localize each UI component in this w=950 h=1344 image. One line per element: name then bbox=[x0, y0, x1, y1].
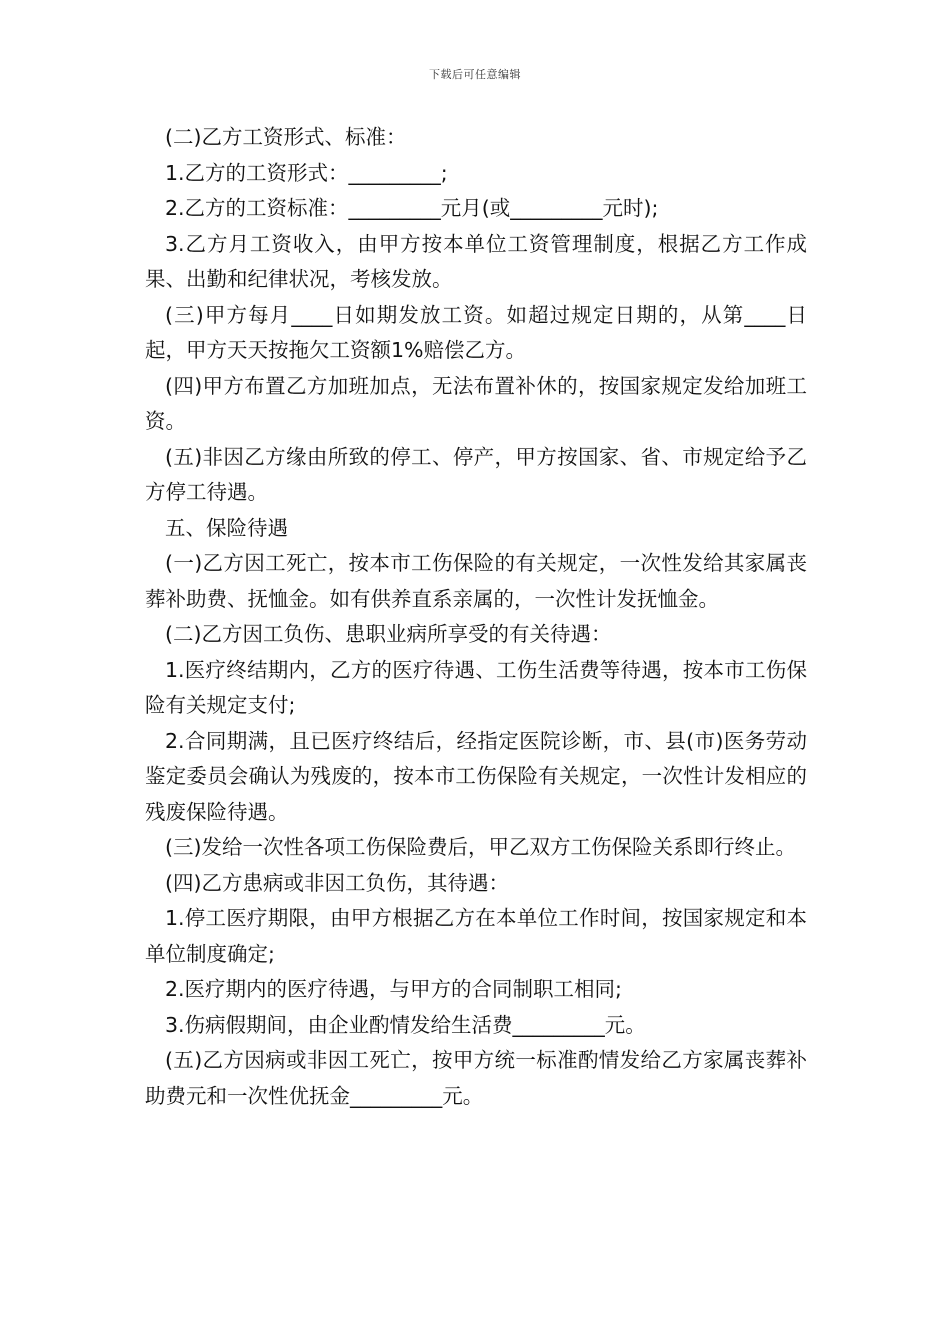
paragraph-medical-leave: 1.停工医疗期限，由甲方根据乙方在本单位工作时间，按国家规定和本单位制度确定; bbox=[145, 906, 807, 966]
paragraph-wage-form-title: (二)乙方工资形式、标准： bbox=[165, 125, 407, 149]
paragraph-pay-date: (三)甲方每月____日如期发放工资。如超过规定日期的，从第____日起，甲方天天按拖欠工资额1%赔偿乙方。 bbox=[145, 302, 807, 362]
paragraph-illness-death: (五)乙方因病或非因工死亡，按甲方统一标准酌情发给乙方家属丧葬补助费元和一次性优抚金_________元。 bbox=[145, 1048, 807, 1108]
paragraph-disability: 2.合同期满，且已医疗终结后，经指定医院诊断，市、县(市)医务劳动鉴定委员会确认为残废的，按本市工伤保险有关规定，一次性计发相应的残废保险待遇。 bbox=[145, 728, 807, 824]
paragraph-monthly-income: 3.乙方月工资收入，由甲方按本单位工资管理制度，根据乙方工作成果、出勤和纪律状况，考核发放。 bbox=[145, 231, 807, 291]
document-body bbox=[145, 120, 807, 1114]
paragraph-sick-leave-pay: 3.伤病假期间，由企业酌情发给生活费_________元。 bbox=[165, 1012, 646, 1037]
paragraph-insurance-termination: (三)发给一次性各项工伤保险费后，甲乙双方工伤保险关系即行终止。 bbox=[165, 835, 796, 859]
section-heading-insurance: 五、保险待遇 bbox=[165, 515, 288, 540]
paragraph-medical-treatment: 2.医疗期内的医疗待遇，与甲方的合同制职工相同; bbox=[165, 977, 622, 1001]
paragraph-overtime: (四)甲方布置乙方加班加点，无法布置补休的，按国家规定发给加班工资。 bbox=[145, 373, 807, 433]
paragraph-stoppage: (五)非因乙方缘由所致的停工、停产，甲方按国家、省、市规定给予乙方停工待遇。 bbox=[145, 444, 807, 504]
paragraph-wage-form: 1.乙方的工资形式：_________; bbox=[165, 160, 448, 185]
paragraph-work-injury-title: (二)乙方因工负伤、患职业病所享受的有关待遇： bbox=[165, 622, 612, 646]
paragraph-illness-title: (四)乙方患病或非因工负伤，其待遇： bbox=[165, 870, 509, 895]
paragraph-wage-standard: 2.乙方的工资标准：_________元月(或_________元时); bbox=[165, 196, 659, 220]
paragraph-medical-period: 1.医疗终结期内，乙方的医疗待遇、工伤生活费等待遇，按本市工伤保险有关规定支付; bbox=[145, 657, 807, 717]
page-header: 下载后可任意编辑 bbox=[429, 68, 521, 81]
paragraph-work-death: (一)乙方因工死亡，按本市工伤保险的有关规定，一次性发给其家属丧葬补助费、抚恤金。如有供养直系亲属的，一次性计发抚恤金。 bbox=[145, 551, 807, 611]
